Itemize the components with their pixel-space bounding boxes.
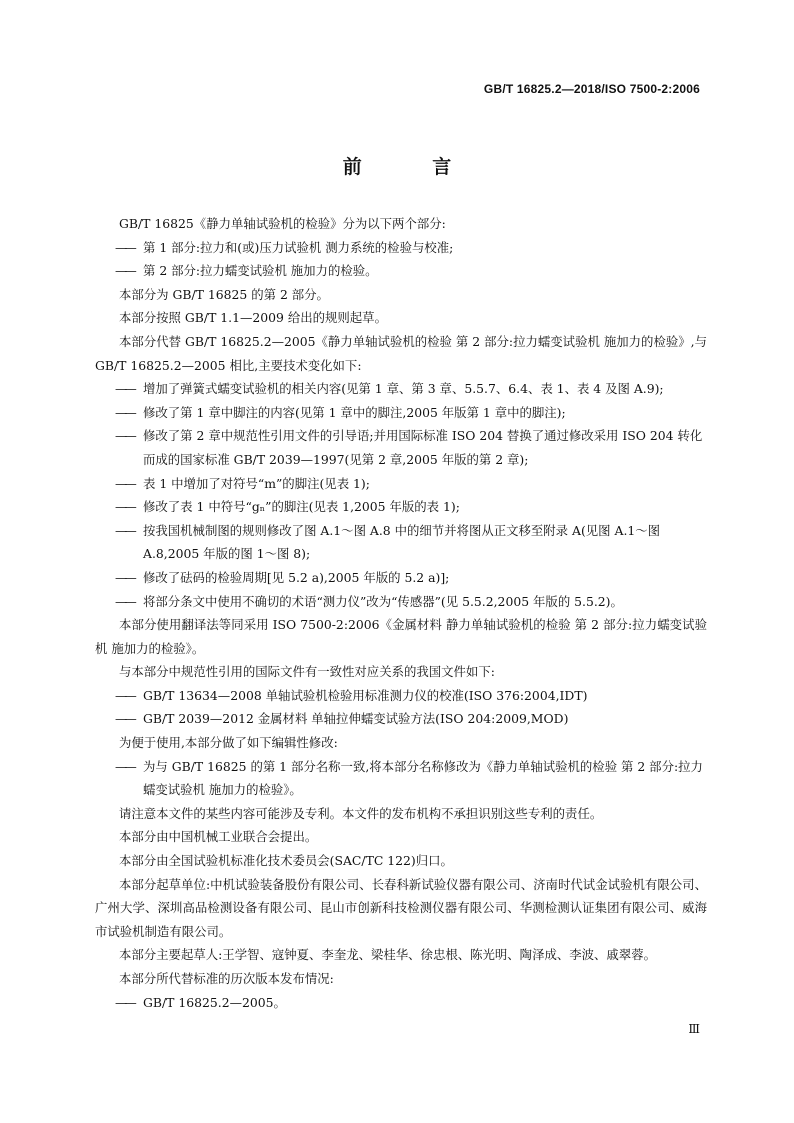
paragraph: 本部分由全国试验机标准化技术委员会(SAC/TC 122)归口。 bbox=[119, 853, 453, 869]
list-item bbox=[95, 472, 707, 496]
list-dash: —— bbox=[115, 428, 134, 444]
paragraph: 本部分为 GB/T 16825 的第 2 部分。 bbox=[119, 286, 329, 302]
list-item-text: 第 1 部分:拉力和(或)压力试验机 测力系统的检验与校准; bbox=[143, 239, 454, 255]
standard-number-header: GB/T 16825.2—2018/ISO 7500-2:2006 bbox=[483, 82, 700, 96]
paragraph: 本部分按照 GB/T 1.1—2009 给出的规则起草。 bbox=[119, 310, 387, 326]
paragraph: 本部分使用翻译法等同采用 ISO 7500-2:2006《金属材料 静力单轴试验机的检验 第 2 部分:拉力蠕变试验机 施加力的检验》。 bbox=[95, 617, 707, 656]
list-item-text: 表 1 中增加了对符号“m”的脚注(见表 1); bbox=[143, 475, 370, 491]
list-item-text: 修改了表 1 中符号“gₙ”的脚注(见表 1,2005 年版的表 1); bbox=[143, 499, 460, 515]
list-dash: —— bbox=[115, 711, 134, 727]
list-item bbox=[95, 991, 707, 1015]
list-item bbox=[95, 590, 707, 614]
paragraph: 本部分起草单位:中机试验装备股份有限公司、长春科新试验仪器有限公司、济南时代试金试验机有限公司、广州大学、深圳高品检测设备有限公司、昆山市创新科技检测仪器有限公司、华测检测认证集团有限公司、威海市试验机制造有限公司。 bbox=[95, 876, 707, 939]
list-item bbox=[95, 566, 707, 590]
list-item-text: 按我国机械制图的规则修改了图 A.1～图 A.8 中的细节并将图从正文移至附录 A(见图 A.1～图 A.8,2005 年版的图 1～图 8); bbox=[143, 522, 661, 562]
list-item-text: GB/T 16825.2—2005。 bbox=[143, 994, 286, 1010]
list-item bbox=[95, 519, 707, 566]
list-item bbox=[95, 755, 707, 802]
paragraph: 本部分代替 GB/T 16825.2—2005《静力单轴试验机的检验 第 2 部分:拉力蠕变试验机 施加力的检验》,与 GB/T 16825.2—2005 相比,主要技术变化如下: bbox=[95, 333, 707, 373]
list-dash: —— bbox=[115, 381, 134, 397]
list-dash: —— bbox=[115, 499, 134, 515]
list-dash: —— bbox=[115, 263, 134, 279]
paragraph: 本部分主要起草人:王学智、寇钟夏、李奎龙、梁桂华、徐忠根、陈光明、陶泽成、李波、戚翠蓉。 bbox=[119, 947, 656, 963]
list-dash: —— bbox=[115, 404, 134, 420]
list-dash: —— bbox=[115, 593, 134, 609]
list-dash: —— bbox=[115, 994, 134, 1010]
paragraph: 为便于使用,本部分做了如下编辑性修改: bbox=[119, 735, 338, 751]
list-item bbox=[95, 236, 707, 260]
list-dash: —— bbox=[115, 687, 134, 703]
page-title: 前 言 bbox=[342, 156, 484, 178]
list-item-text: 为与 GB/T 16825 的第 1 部分名称一致,将本部分名称修改为《静力单轴试验机的检验 第 2 部分:拉力蠕变试验机 施加力的检验》。 bbox=[143, 758, 703, 798]
list-item-text: 增加了弹簧式蠕变试验机的相关内容(见第 1 章、第 3 章、5.5.7、6.4、表 1、表 4 及图 A.9); bbox=[143, 381, 664, 397]
list-item-text: 修改了第 1 章中脚注的内容(见第 1 章中的脚注,2005 年版第 1 章中的脚注); bbox=[143, 404, 566, 420]
list-item bbox=[95, 424, 707, 471]
list-item bbox=[95, 707, 707, 731]
list-item-text: 第 2 部分:拉力蠕变试验机 施加力的检验。 bbox=[143, 263, 378, 279]
list-item-text: 将部分条文中使用不确切的术语“测力仪”改为“传感器”(见 5.5.2,2005 年版的 5.5.2)。 bbox=[143, 593, 623, 609]
list-item bbox=[95, 377, 707, 401]
paragraph: GB/T 16825《静力单轴试验机的检验》分为以下两个部分: bbox=[119, 216, 446, 231]
list-dash: —— bbox=[115, 239, 134, 255]
paragraph: 请注意本文件的某些内容可能涉及专利。本文件的发布机构不承担识别这些专利的责任。 bbox=[119, 805, 603, 821]
paragraph: 与本部分中规范性引用的国际文件有一致性对应关系的我国文件如下: bbox=[119, 664, 495, 680]
list-item bbox=[95, 495, 707, 519]
list-dash: —— bbox=[115, 569, 134, 585]
list-item bbox=[95, 401, 707, 425]
list-item bbox=[95, 684, 707, 708]
list-dash: —— bbox=[115, 475, 134, 491]
page-number: Ⅲ bbox=[688, 1022, 700, 1036]
list-item-text: GB/T 13634—2008 单轴试验机检验用标准测力仪的校准(ISO 376:2004,IDT) bbox=[143, 687, 588, 703]
paragraph: 本部分由中国机械工业联合会提出。 bbox=[119, 829, 318, 845]
document-body bbox=[95, 212, 707, 1014]
list-dash: —— bbox=[115, 522, 134, 538]
list-dash: —— bbox=[115, 758, 134, 774]
list-item-text: GB/T 2039—2012 金属材料 单轴拉伸蠕变试验方法(ISO 204:2009,MOD) bbox=[143, 711, 569, 727]
list-item-text: 修改了砝码的检验周期[见 5.2 a),2005 年版的 5.2 a)]; bbox=[143, 569, 450, 585]
list-item bbox=[95, 259, 707, 283]
list-item-text: 修改了第 2 章中规范性引用文件的引导语;并用国际标准 ISO 204 替换了通过修改采用 ISO 204 转化而成的国家标准 GB/T 2039—1997(见第 2 章,2005 年版的第 2 章); bbox=[143, 428, 703, 467]
paragraph: 本部分所代替标准的历次版本发布情况: bbox=[119, 971, 334, 986]
